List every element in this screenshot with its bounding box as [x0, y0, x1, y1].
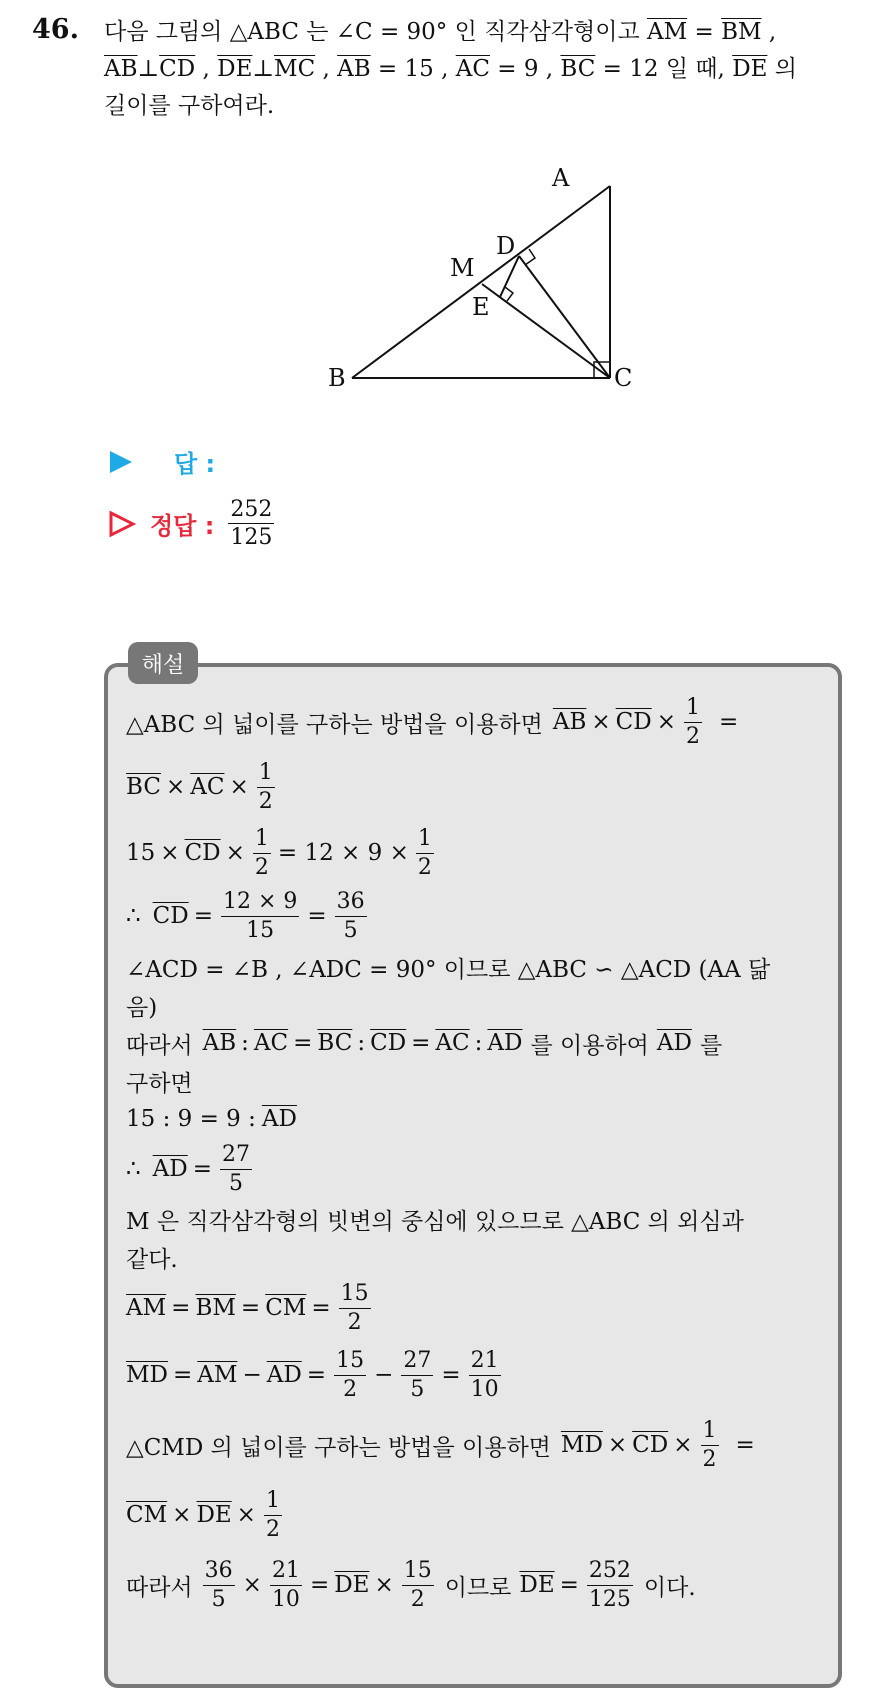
equals-sign: = [411, 1030, 431, 1056]
fraction [402, 1559, 434, 1610]
label-d: D [496, 232, 516, 260]
fraction [335, 890, 367, 941]
segment-md: $\overline{MD}$ [126, 1362, 168, 1388]
num: 27 [220, 1143, 252, 1169]
answer-row [108, 444, 215, 479]
solution-line [126, 1138, 826, 1200]
equals-sign: = [309, 1572, 330, 1598]
problem-number: 46. [32, 14, 79, 45]
segment-bm: $\overline{BM}$ [195, 1295, 236, 1321]
segment-cd: $\overline{CD}$ [632, 1432, 669, 1458]
value-bc: = 12 일 때, [595, 56, 733, 82]
solution-line [126, 692, 826, 752]
num: 36 [203, 1559, 235, 1585]
fraction-half [701, 1419, 719, 1470]
fraction [221, 890, 299, 941]
segment-ab: $\overline{AB}$ [202, 1030, 237, 1056]
times-sign: × [656, 709, 676, 735]
fraction [203, 1559, 235, 1610]
comma: , [761, 19, 777, 45]
times-sign: × [374, 1572, 394, 1598]
fraction [334, 1349, 366, 1400]
den: 2 [417, 854, 432, 880]
num: 1 [701, 1419, 719, 1445]
segment-ac: $\overline{AC}$ [190, 774, 225, 800]
segment-cd [519, 256, 610, 378]
solution-text: 를 이용하여 [530, 1032, 649, 1059]
segment-cd: $\overline{CD}$ [152, 903, 189, 929]
times-sign: × [607, 1432, 628, 1458]
segment-de: $\overline{DE}$ [217, 56, 253, 82]
segment-bc: $\overline{BC}$ [560, 56, 596, 82]
solution-line [126, 948, 826, 986]
label-c: C [614, 364, 633, 392]
fraction [270, 1559, 302, 1610]
den: 5 [228, 1170, 243, 1196]
num: 15 [339, 1282, 371, 1308]
num: 1 [257, 761, 275, 787]
problem-line-1 [104, 14, 864, 51]
equals-sign: = [306, 1362, 327, 1388]
value-ab: = 15 , [370, 56, 456, 82]
equals-sign: = [240, 1295, 261, 1321]
fraction-half [264, 1489, 282, 1540]
num: 1 [264, 1489, 282, 1515]
equals-sign: = [311, 1295, 331, 1321]
segment-am: $\overline{AM}$ [126, 1295, 167, 1321]
times-sign: × [229, 774, 249, 800]
segment-ad: $\overline{AD}$ [152, 1156, 188, 1182]
num: 1 [253, 827, 271, 853]
perp-symbol: ⊥ [252, 56, 275, 82]
equals-sign: = [307, 903, 327, 929]
solution-line [126, 1100, 826, 1138]
den: 10 [470, 1376, 499, 1402]
segment-ac: $\overline{AC}$ [455, 56, 490, 82]
colon: : [474, 1030, 483, 1056]
solution-text: 15 [126, 840, 156, 866]
separator: , [315, 56, 338, 82]
times-sign: × [160, 840, 180, 866]
times-sign: × [591, 709, 611, 735]
solution-line [126, 1024, 826, 1062]
segment-ad: $\overline{AD}$ [261, 1106, 297, 1132]
correct-answer-fraction [228, 498, 274, 549]
segment-mc: $\overline{MC}$ [274, 56, 316, 82]
equals-sign: = [441, 1362, 461, 1388]
fraction-numerator: 252 [228, 498, 274, 524]
solution-text: 를 [699, 1032, 723, 1059]
solution-line [126, 1550, 826, 1620]
solution-line [126, 1480, 826, 1550]
colon: : [357, 1030, 366, 1056]
den: 5 [410, 1376, 425, 1402]
solution-body [126, 692, 826, 1620]
equals-sign: = [293, 1030, 313, 1056]
num: 27 [401, 1349, 433, 1375]
segment-ac: $\overline{AC}$ [253, 1030, 289, 1056]
num: 12 × 9 [221, 890, 299, 916]
solution-line [126, 1410, 826, 1480]
segment-ad: $\overline{AD}$ [656, 1030, 692, 1056]
value-ac: = 9 , [489, 56, 561, 82]
fraction [220, 1143, 252, 1194]
segment-bc: $\overline{BC}$ [317, 1030, 353, 1056]
equals-sign: = [173, 1362, 193, 1388]
segment-bc: $\overline{BC}$ [126, 774, 161, 800]
colon: : [241, 1030, 249, 1056]
solution-line [126, 1062, 826, 1100]
fraction-half [257, 761, 275, 812]
den: 5 [211, 1586, 226, 1612]
fraction [401, 1349, 433, 1400]
right-angle-mark-e [505, 287, 513, 301]
segment-bm: $\overline{BM}$ [721, 19, 762, 45]
solution-badge: 해설 [128, 642, 198, 684]
segment-cd: $\overline{CD}$ [159, 56, 196, 82]
solution-text: 구하면 [126, 1070, 193, 1097]
minus-sign: − [374, 1362, 394, 1388]
den: 2 [685, 723, 700, 749]
num: 1 [684, 696, 702, 722]
times-sign: × [242, 1572, 262, 1598]
den: 5 [343, 917, 358, 943]
solution-text: 따라서 [126, 1574, 193, 1601]
fraction-half [416, 827, 434, 878]
segment-am: $\overline{AM}$ [647, 19, 688, 45]
times-sign: × [172, 1502, 192, 1528]
segment-de: $\overline{DE}$ [732, 56, 768, 82]
fraction-half [684, 696, 702, 747]
solution-text: = 12 × 9 × [277, 840, 409, 866]
equals-sign: = [192, 1156, 212, 1182]
filled-triangle-icon [108, 449, 134, 475]
num: 1 [416, 827, 434, 853]
segment-cd: $\overline{CD}$ [184, 840, 221, 866]
segment-mc [482, 284, 610, 378]
solution-line [126, 1340, 826, 1410]
segment-ad: $\overline{AD}$ [266, 1362, 302, 1388]
segment-cd: $\overline{CD}$ [615, 709, 652, 735]
segment-cm: $\overline{CM}$ [126, 1502, 168, 1528]
perp-symbol: ⊥ [137, 56, 160, 82]
solution-text: 15 : 9 = 9 : [126, 1106, 256, 1132]
segment-am: $\overline{AM}$ [197, 1362, 238, 1388]
segment-cd: $\overline{CD}$ [370, 1030, 407, 1056]
text-end: 의 [767, 56, 797, 82]
segment-de: $\overline{DE}$ [519, 1572, 555, 1598]
correct-answer-label: 정답 : [150, 512, 215, 541]
equals-sign: = [171, 1295, 191, 1321]
separator: , [195, 56, 218, 82]
solution-line [126, 1200, 826, 1238]
den: 2 [258, 788, 273, 814]
segment-md: $\overline{MD}$ [560, 1432, 603, 1458]
problem-line-3: 길이를 구하여라. [104, 93, 275, 119]
solution-line [126, 884, 826, 948]
triangle-figure [320, 152, 650, 402]
den: 2 [343, 1376, 358, 1402]
segment-ad: $\overline{AD}$ [487, 1030, 523, 1056]
fraction [469, 1349, 501, 1400]
segment-ab: $\overline{AB}$ [552, 709, 587, 735]
label-a: A [552, 164, 570, 192]
outline-triangle-icon [108, 510, 136, 538]
label-b: B [328, 364, 346, 392]
num: 15 [334, 1349, 366, 1375]
equals-sign: = [735, 1432, 755, 1458]
num: 36 [335, 890, 367, 916]
fraction-half [253, 827, 271, 878]
solution-text: △CMD 의 넓이를 구하는 방법을 이용하면 [126, 1434, 551, 1461]
segment-ac: $\overline{AC}$ [435, 1030, 470, 1056]
label-e: E [472, 293, 490, 321]
solution-text: 이므로 [444, 1574, 512, 1601]
segment-cm: $\overline{CM}$ [265, 1295, 307, 1321]
den: 10 [271, 1586, 300, 1612]
solution-text: 따라서 [126, 1032, 193, 1059]
den: 2 [702, 1446, 717, 1472]
solution-line [126, 986, 826, 1024]
solution-text: 이다. [643, 1574, 696, 1601]
num: 252 [587, 1559, 633, 1585]
label-m: M [450, 254, 475, 282]
times-sign: × [165, 774, 186, 800]
solution-text: 같다. [126, 1246, 178, 1273]
den: 125 [588, 1586, 631, 1612]
fraction [587, 1559, 633, 1610]
equals-sign: = [559, 1572, 579, 1598]
answer-label: 답 : [174, 450, 216, 478]
den: 2 [347, 1309, 362, 1335]
correct-answer-row [108, 498, 277, 549]
solution-text: 음) [126, 994, 158, 1021]
problem-statement [104, 14, 864, 125]
den: 2 [265, 1516, 280, 1542]
solution-text: M 은 직각삼각형의 빗변의 중심에 있으므로 △ABC 의 외심과 [126, 1208, 744, 1235]
solution-line [126, 1276, 826, 1340]
solution-text: △ABC 의 넓이를 구하는 방법을 이용하면 [126, 711, 543, 738]
therefore-symbol: ∴ [126, 1156, 141, 1182]
den: 2 [410, 1586, 425, 1612]
problem-line-2 [104, 51, 864, 88]
segment-ab: $\overline{AB}$ [337, 56, 371, 82]
minus-sign: − [242, 1362, 262, 1388]
right-angle-mark-d [525, 249, 535, 265]
den: 2 [254, 854, 269, 880]
den: 15 [246, 917, 275, 943]
fraction-denominator: 125 [230, 525, 273, 551]
times-sign: × [225, 840, 245, 866]
equals-sign: = [687, 19, 722, 45]
num: 15 [402, 1559, 434, 1585]
segment-de: $\overline{DE}$ [196, 1502, 232, 1528]
segment-de: $\overline{DE}$ [334, 1572, 370, 1598]
fraction [339, 1282, 371, 1333]
solution-line [126, 752, 826, 822]
num: 21 [270, 1559, 302, 1585]
solution-text: ∠ACD = ∠B , ∠ADC = 90° 이므로 △ABC ∽ △ACD (AA 닮 [126, 956, 771, 983]
equals-sign: = [718, 709, 739, 735]
therefore-symbol: ∴ [126, 903, 141, 929]
num: 21 [469, 1349, 501, 1375]
times-sign: × [236, 1502, 256, 1528]
solution-line [126, 822, 826, 884]
solution-line [126, 1238, 826, 1276]
equals-sign: = [193, 903, 213, 929]
problem-text-1: 다음 그림의 △ABC 는 ∠C = 90° 인 직각삼각형이고 [104, 19, 640, 45]
segment-ab: $\overline{AB}$ [104, 56, 138, 82]
times-sign: × [673, 1432, 693, 1458]
